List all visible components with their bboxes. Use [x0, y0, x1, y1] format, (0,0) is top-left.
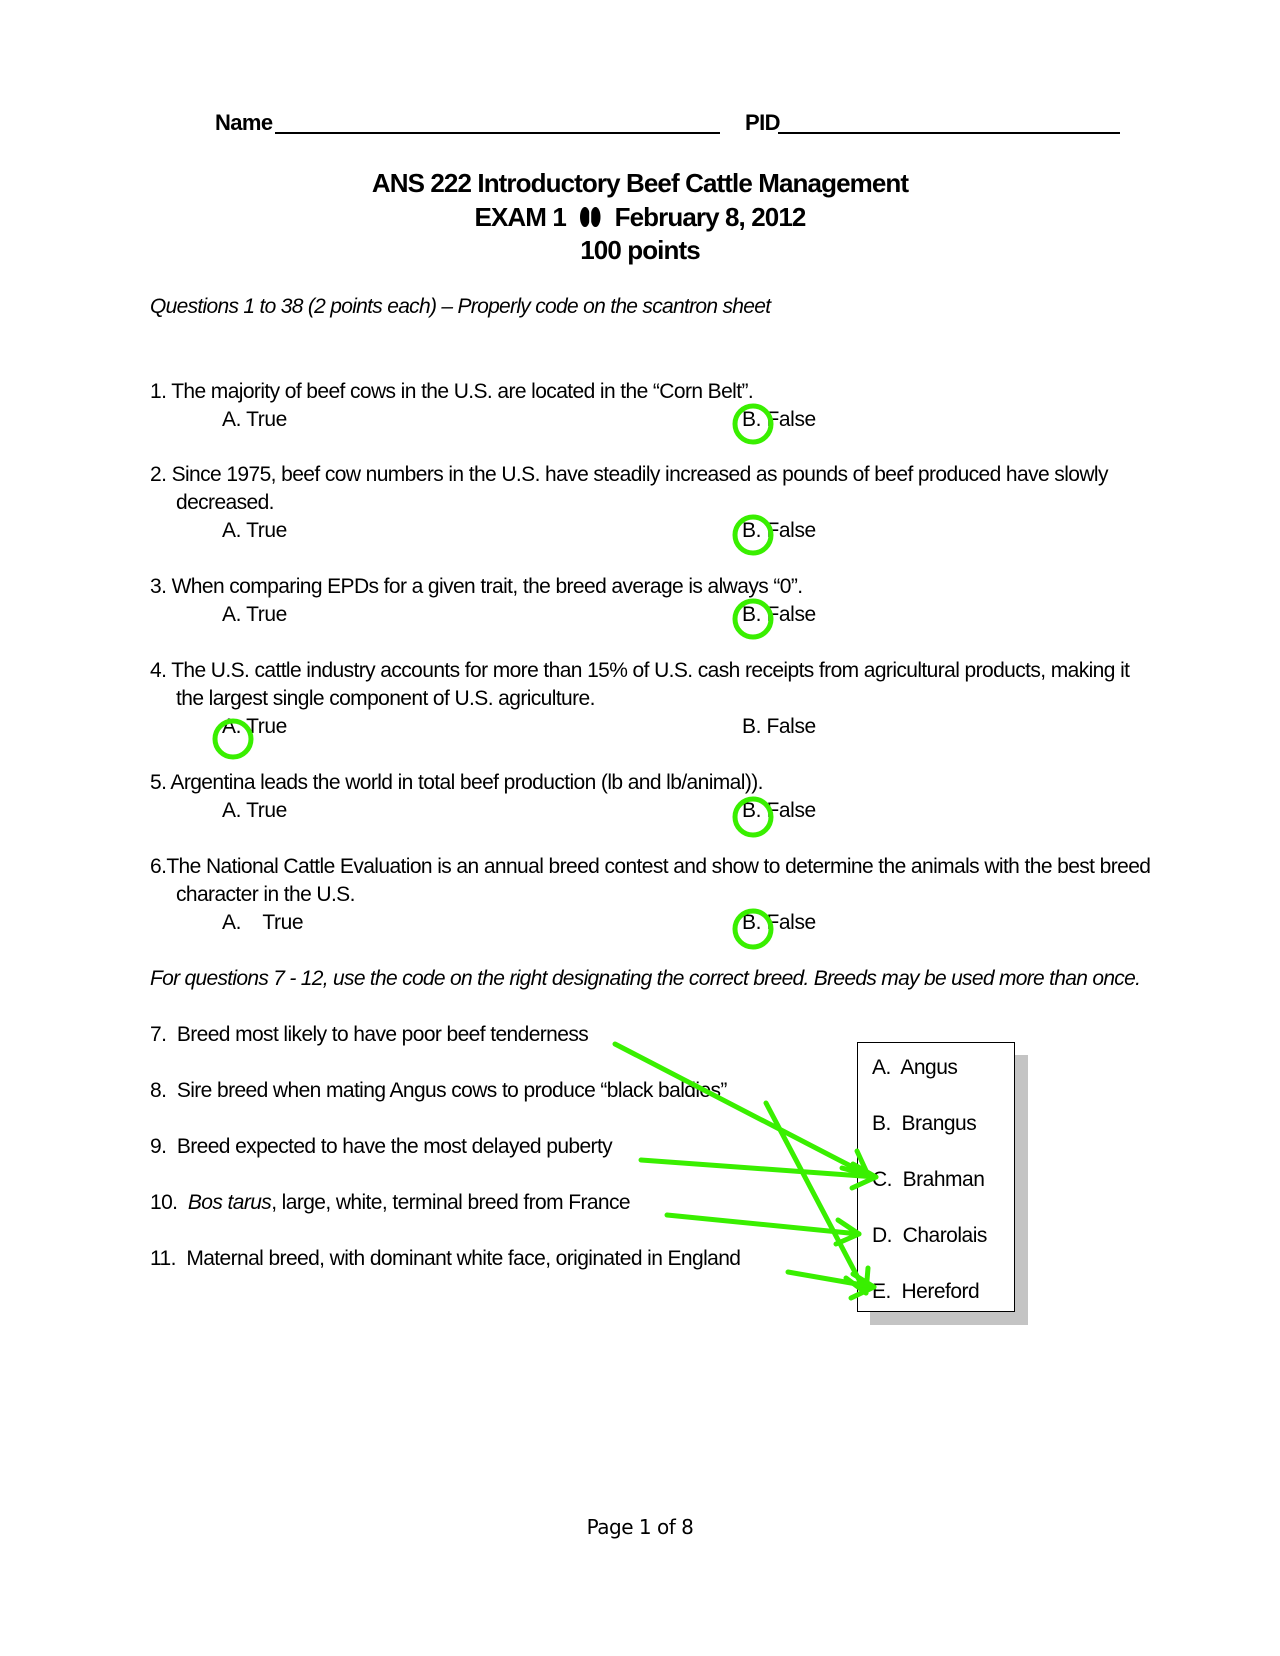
- breed-option-b: B. Brangus: [872, 1112, 977, 1135]
- matching-item-9: 9. Breed expected to have the most delayed puberty: [150, 1135, 613, 1158]
- breed-option-c: C. Brahman: [872, 1168, 985, 1191]
- q3-option-a[interactable]: A. True: [222, 603, 287, 626]
- question-2: 2. Since 1975, beef cow numbers in the U.S. have steadily increased as pounds of beef produced have slowly: [150, 463, 1108, 486]
- breed-code-box: [857, 1042, 1015, 1312]
- question-6-cont: character in the U.S.: [176, 883, 355, 906]
- question-5: 5. Argentina leads the world in total beef production (lb and lb/animal)).: [150, 771, 763, 794]
- q2-option-b[interactable]: B. False: [742, 519, 816, 542]
- question-4-cont: the largest single component of U.S. agriculture.: [176, 687, 595, 710]
- exam-line: [0, 202, 1280, 233]
- q1-option-a[interactable]: A. True: [222, 408, 287, 431]
- breed-option-d: D. Charolais: [872, 1224, 987, 1247]
- match-arrow-9: [641, 1160, 876, 1177]
- question-1: 1. The majority of beef cows in the U.S. are located in the “Corn Belt”.: [150, 380, 754, 403]
- q4-option-b[interactable]: B. False: [742, 715, 816, 738]
- matching-instructions: For questions 7 - 12, use the code on the right designating the correct breed. Breeds may be used more than once.: [150, 967, 1141, 990]
- matching-item-7: 7. Breed most likely to have poor beef tenderness: [150, 1023, 589, 1046]
- pid-label: PID: [745, 110, 780, 135]
- q6-option-a[interactable]: A. True: [222, 911, 304, 934]
- breed-option-e: E. Hereford: [872, 1280, 980, 1303]
- q4-option-a[interactable]: A. True: [222, 715, 287, 738]
- match-arrow-7: [615, 1044, 868, 1175]
- course-title: ANS 222 Introductory Beef Cattle Management: [371, 168, 909, 198]
- question-4: 4. The U.S. cattle industry accounts for more than 15% of U.S. cash receipts from agricultural products, making it: [150, 659, 1130, 682]
- points-total: 100 points: [580, 235, 700, 265]
- pid-field[interactable]: [778, 132, 1120, 134]
- exam-date: February 8, 2012: [614, 202, 806, 232]
- name-field[interactable]: [275, 132, 720, 134]
- name-label: Name: [215, 110, 273, 135]
- match-arrow-10: [667, 1215, 859, 1234]
- match-arrow-8: [766, 1103, 866, 1293]
- q2-option-a[interactable]: A. True: [222, 519, 287, 542]
- hoofprint-icon: [578, 204, 602, 226]
- q5-option-b[interactable]: B. False: [742, 799, 816, 822]
- question-6: 6.The National Cattle Evaluation is an annual breed contest and show to determine the animals with the best breed: [150, 855, 1151, 878]
- q1-option-b[interactable]: B. False: [742, 408, 816, 431]
- match-arrowhead-10: [836, 1220, 859, 1244]
- breed-option-a: A. Angus: [872, 1056, 958, 1079]
- question-3: 3. When comparing EPDs for a given trait, the breed average is always “0”.: [150, 575, 803, 598]
- matching-item-8: 8. Sire breed when mating Angus cows to produce “black baldies”: [150, 1079, 727, 1102]
- question-2-cont: decreased.: [176, 491, 274, 514]
- exam-label: EXAM 1: [474, 202, 566, 232]
- q3-option-b[interactable]: B. False: [742, 603, 816, 626]
- q5-option-a[interactable]: A. True: [222, 799, 287, 822]
- q6-option-b[interactable]: B. False: [742, 911, 816, 934]
- page-number: Page 1 of 8: [586, 1515, 694, 1539]
- matching-item-11: 11. Maternal breed, with dominant white face, originated in England: [150, 1247, 741, 1270]
- matching-item-10: 10. Bos tarus, large, white, terminal breed from France: [150, 1191, 630, 1214]
- tf-instructions: Questions 1 to 38 (2 points each) – Properly code on the scantron sheet: [150, 295, 771, 318]
